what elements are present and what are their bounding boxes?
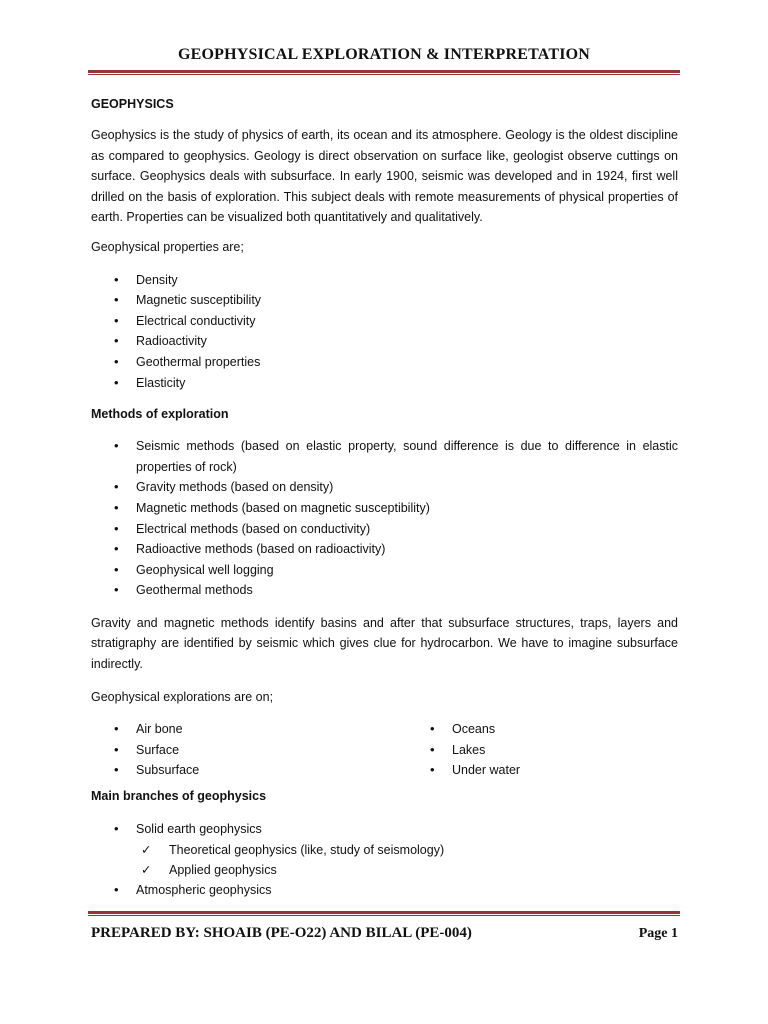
list-item: [91, 539, 678, 560]
list-item-text: Geophysical well logging: [136, 562, 274, 577]
list-item-text: Electrical methods (based on conductivity): [136, 521, 371, 536]
list-item: [91, 373, 678, 394]
list-item-text: Gravity methods (based on density): [136, 480, 334, 495]
properties-list: [91, 270, 678, 394]
list-item-text: Oceans: [452, 722, 496, 737]
bullet-icon: •: [114, 520, 119, 536]
list-item-text: Magnetic methods (based on magnetic susceptibility): [136, 500, 430, 515]
list-item-text: Theoretical geophysics (like, study of seismology): [169, 842, 445, 857]
bullet-icon: •: [114, 479, 119, 495]
list-item-text: Density: [136, 272, 178, 287]
list-item-text: Radioactive methods (based on radioactivity): [136, 542, 386, 557]
list-item: [407, 719, 677, 740]
bullet-icon: •: [114, 582, 119, 598]
methods-list: [91, 436, 678, 601]
list-item: [91, 560, 678, 581]
explorations-columns: [91, 719, 678, 781]
section-heading-branches: Main branches of geophysics: [91, 789, 267, 804]
footer-rule: [88, 911, 680, 916]
list-item: [91, 760, 407, 781]
header-rule: [88, 70, 680, 75]
list-item: [91, 519, 678, 540]
page-header-title: GEOPHYSICAL EXPLORATION & INTERPRETATION: [177, 46, 591, 63]
list-item-text: Under water: [452, 763, 521, 778]
bullet-icon: •: [114, 741, 119, 757]
explorations-list-left: [91, 719, 407, 781]
list-item-text: Lakes: [452, 742, 486, 757]
list-item: [91, 740, 407, 761]
bullet-icon: •: [430, 762, 435, 778]
list-item: [91, 498, 678, 519]
list-item: [91, 880, 678, 901]
explorations-list-right: [407, 719, 677, 781]
bullet-icon: •: [114, 762, 119, 778]
list-item: [91, 352, 678, 373]
bullet-icon: •: [114, 721, 119, 737]
list-item-text: Electrical conductivity: [136, 313, 256, 328]
bullet-icon: •: [114, 821, 119, 837]
list-item-text: Radioactivity: [136, 334, 207, 349]
list-item: [91, 270, 678, 291]
list-item: [91, 290, 678, 311]
branches-sublist: [91, 840, 678, 880]
list-item-text: Geothermal methods: [136, 583, 253, 598]
list-item-text: Seismic methods (based on elastic property, sound difference is due to difference in elastic properties of rock): [136, 439, 678, 474]
list-item-text: Elasticity: [136, 375, 186, 390]
list-item: [407, 740, 677, 761]
gravity-paragraph: Gravity and magnetic methods identify basins and after that subsurface structures, traps, layers and stratigraphy are identified by seismic which gives clue for hydrocarbon. We have to imagine subsurface indirectly.: [91, 615, 678, 672]
bullet-icon: •: [114, 881, 119, 897]
checkmark-icon: ✓: [141, 842, 152, 857]
list-item: [91, 819, 678, 840]
bullet-icon: •: [114, 333, 119, 349]
list-item-text: Atmospheric geophysics: [136, 882, 272, 897]
checkmark-icon: ✓: [141, 862, 152, 877]
bullet-icon: •: [114, 541, 119, 557]
footer-prepared-by: PREPARED BY: SHOAIB (PE-O22) AND BILAL (PE-004): [91, 925, 472, 941]
list-item: [91, 436, 678, 477]
list-item-text: Air bone: [136, 722, 183, 737]
bullet-icon: •: [114, 353, 119, 369]
list-item: [91, 860, 678, 880]
list-item-text: Subsurface: [136, 763, 200, 778]
bullet-icon: •: [114, 438, 119, 454]
bullet-icon: •: [114, 374, 119, 390]
bullet-icon: •: [114, 271, 119, 287]
section-heading-geophysics: GEOPHYSICS: [91, 97, 174, 111]
section-heading-methods: Methods of exploration: [91, 407, 229, 422]
list-item-text: Surface: [136, 742, 180, 757]
document-body: [91, 94, 678, 900]
list-item-text: Geothermal properties: [136, 354, 261, 369]
bullet-icon: •: [430, 741, 435, 757]
list-item: [407, 760, 677, 781]
bullet-icon: •: [114, 499, 119, 515]
properties-intro: Geophysical properties are;: [91, 239, 244, 254]
intro-paragraph: Geophysics is the study of physics of earth, its ocean and its atmosphere. Geology is the oldest discipline as compared to geophysics. Geology is direct observation on surface like, geologist observe cuttings on surface. Geophysics deals with subsurface. In early 1900, seismic was developed and in 1924, first well drilled on the basis of exploration. This subject deals with remote measurements of physical properties of earth. Properties can be visualized both quantitatively and qualitatively.: [91, 128, 678, 225]
bullet-icon: •: [114, 292, 119, 308]
list-item: [91, 580, 678, 601]
list-item: [91, 311, 678, 332]
list-item: [91, 719, 407, 740]
list-item-text: Applied geophysics: [169, 862, 277, 877]
bullet-icon: •: [430, 721, 435, 737]
page-number: Page 1: [638, 926, 678, 941]
list-item: [91, 840, 678, 860]
bullet-icon: •: [114, 312, 119, 328]
list-item-text: Solid earth geophysics: [136, 822, 262, 837]
bullet-icon: •: [114, 561, 119, 577]
list-item: [91, 331, 678, 352]
branches-list-2: [91, 880, 678, 901]
explorations-intro: Geophysical explorations are on;: [91, 689, 274, 704]
branches-list: [91, 819, 678, 840]
list-item: [91, 477, 678, 498]
list-item-text: Magnetic susceptibility: [136, 293, 262, 308]
